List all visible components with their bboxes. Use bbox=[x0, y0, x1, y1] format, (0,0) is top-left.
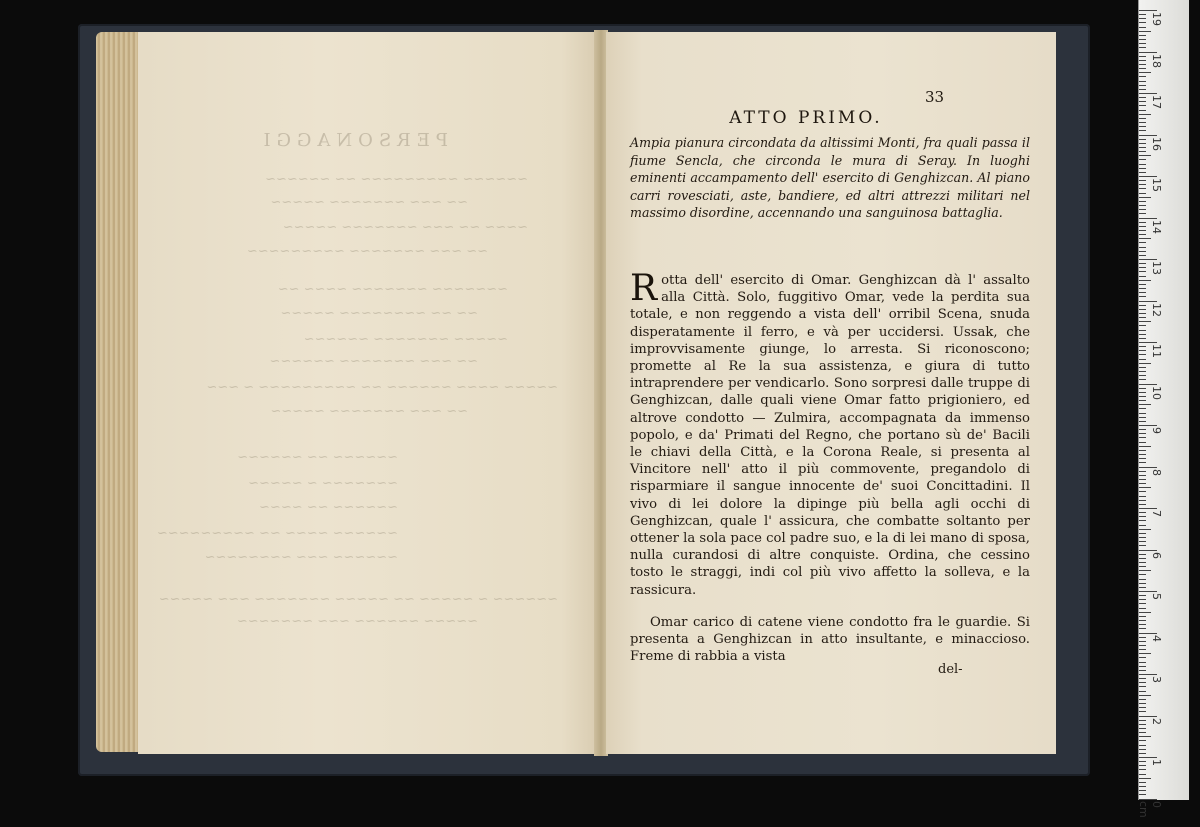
ruler-minor-tick bbox=[1139, 89, 1146, 90]
ruler-label: 15 bbox=[1150, 178, 1163, 192]
ruler-label: 1 bbox=[1150, 759, 1163, 766]
ruler-minor-tick bbox=[1139, 209, 1146, 210]
ruler-minor-tick bbox=[1139, 271, 1146, 272]
ruler-minor-tick bbox=[1139, 43, 1146, 44]
ruler-minor-tick bbox=[1139, 603, 1146, 604]
ruler-label: 11 bbox=[1150, 344, 1163, 358]
drop-cap: R bbox=[630, 268, 658, 309]
ruler-minor-tick bbox=[1139, 583, 1146, 584]
ruler-minor-tick bbox=[1139, 22, 1146, 23]
ruler-label: 4 bbox=[1150, 634, 1163, 642]
ruler-label: 8 bbox=[1150, 468, 1163, 476]
ruler-minor-tick bbox=[1139, 496, 1146, 497]
ruler-minor-tick bbox=[1139, 292, 1146, 293]
ruler-minor-tick bbox=[1139, 599, 1146, 600]
ruler-minor-tick bbox=[1139, 234, 1146, 235]
ruler-minor-tick bbox=[1139, 637, 1146, 638]
ruler-minor-tick bbox=[1139, 620, 1146, 621]
ruler-minor-tick bbox=[1139, 695, 1151, 696]
ruler-minor-tick bbox=[1139, 334, 1146, 335]
ruler-minor-tick bbox=[1139, 471, 1146, 472]
ruler-label: 18 bbox=[1150, 53, 1163, 68]
ruler-minor-tick bbox=[1139, 587, 1146, 588]
ruler-minor-tick bbox=[1139, 226, 1146, 227]
ruler-minor-tick bbox=[1139, 354, 1146, 355]
ruler-minor-tick bbox=[1139, 305, 1146, 306]
ruler-minor-tick bbox=[1139, 541, 1146, 542]
ruler-minor-tick bbox=[1139, 645, 1146, 646]
ruler-minor-tick bbox=[1139, 363, 1151, 364]
ruler-minor-tick bbox=[1139, 529, 1151, 530]
ruler-minor-tick bbox=[1139, 350, 1146, 351]
ruler-major-tick bbox=[1139, 799, 1157, 800]
ruler-minor-tick bbox=[1139, 413, 1146, 414]
ruler-major-tick bbox=[1139, 342, 1157, 343]
ruler-minor-tick bbox=[1139, 545, 1146, 546]
ruler-major-tick bbox=[1139, 52, 1157, 53]
ruler-minor-tick bbox=[1139, 76, 1146, 77]
ruler-label: 17 bbox=[1150, 95, 1163, 109]
ruler-minor-tick bbox=[1139, 81, 1146, 82]
ruler-minor-tick bbox=[1139, 64, 1146, 65]
ruler-minor-tick bbox=[1139, 317, 1146, 318]
ruler-minor-tick bbox=[1139, 711, 1146, 712]
ruler-minor-tick bbox=[1139, 255, 1146, 256]
ruler-minor-tick bbox=[1139, 512, 1146, 513]
ruler-minor-tick bbox=[1139, 97, 1146, 98]
ruler-minor-tick bbox=[1139, 736, 1151, 737]
ruler-major-tick bbox=[1139, 218, 1157, 219]
ruler-minor-tick bbox=[1139, 707, 1146, 708]
ruler-minor-tick bbox=[1139, 247, 1146, 248]
ruler-label: 2 bbox=[1150, 717, 1163, 725]
ruler-minor-tick bbox=[1139, 769, 1146, 770]
ruler-label: 12 bbox=[1150, 302, 1163, 317]
ruler-minor-tick bbox=[1139, 114, 1151, 115]
ruler-minor-tick bbox=[1139, 147, 1146, 148]
ruler-minor-tick bbox=[1139, 35, 1146, 36]
ruler-minor-tick bbox=[1139, 164, 1146, 165]
ruler-major-tick bbox=[1139, 550, 1157, 551]
ruler-minor-tick bbox=[1139, 47, 1146, 48]
ruler-major-tick bbox=[1139, 176, 1157, 177]
ruler-minor-tick bbox=[1139, 110, 1146, 111]
ruler-minor-tick bbox=[1139, 765, 1146, 766]
ruler-minor-tick bbox=[1139, 18, 1146, 19]
ruler-minor-tick bbox=[1139, 491, 1146, 492]
show-through-text: PERSONAGGI ~~~~~~ ~~~~~~~~~ ~~ ~~~~~~ ~~ ~~~ ~~~~~~~ ~~~~~ ~~~~ ~~ ~~~ ~~~~~~~ ~~~~~ ~~ ~~~ ~~~~~~~ ~~~~~~~~~ ~~~~~~~ ~~~~~~~ ~~~~ ~~ ~~ ~~ ~~~~~~~~ ~~~~~ ~~~~~ ~~~~~~~ ~~~~~~ ~~ ~~~ ~~~~~~~ ~~~~~~ ~~~~~ ~~~~ ~~~~~~ ~~ ~~~~~~~~~ ~ ~~~ ~~ ~~~ ~~~~~~~ ~~~~~ ~~~~~~ ~~ ~~~~~~ ~~~~~~~ ~ ~~~~~ ~~~~~~ ~~ ~~~~ ~~~~~~ ~~~~ ~~ ~~~~~~~~~ ~~~~~~ ~~~ ~~~~~~~~ ~~~~~~ ~ ~~~~~ ~~ ~~~~~ ~~~~~~~ ~~~ ~~~~~ ~~~~~ ~~~~~~ ~~~ ~~~~~~~ bbox=[156, 130, 558, 629]
ruler-minor-tick bbox=[1139, 749, 1146, 750]
paragraph-1-text: otta dell' esercito di Omar. Genghizcan dà l' assalto alla Città. Solo, fuggitivo Omar, vede la perdita sua totale, e non reggendo a vista dell' orribil Scena, snuda disperatamente il ferro, e và per uccidersi. Ussak, che improvvisamente giunge, lo arresta. Si riconoscono; promette al Re la sua assistenza, e giura di tutto intraprendere per vendicarlo. Sono sorpresi dalle truppe di Genghizcan, dalle quali viene Omar fatto prigioniero, ed altrove condotto — Zulmira, accompagnata da immenso popolo, e da' Primati del Regno, che portano sù de' Bacili le chiavi della Città, e la Corona Reale, si presenta al Vincitore nell' atto il più commovente, pregandolo di risparmiare il sangue innocente de' suoi Concittadini. Il vivo di lei dolore la dipinge più bella agli occhi di Genghizcan, quale l' assicura, che combatte soltanto per ottener la sola pace col padre suo, e la di lei mano di sposa, nulla curandosi di altre conquiste. Ordina, che cessino tosto le straggi, indi col più vivo affetto la solleva, e la rassicura. bbox=[630, 273, 1030, 598]
ruler-minor-tick bbox=[1139, 122, 1146, 123]
ruler-minor-tick bbox=[1139, 558, 1146, 559]
ruler-minor-tick bbox=[1139, 359, 1146, 360]
ruler-minor-tick bbox=[1139, 276, 1146, 277]
running-head: ATTO PRIMO. bbox=[729, 108, 883, 128]
ruler-minor-tick bbox=[1139, 612, 1151, 613]
ruler-minor-tick bbox=[1139, 487, 1151, 488]
ruler-major-tick bbox=[1139, 259, 1157, 260]
body-paragraph-1 bbox=[630, 268, 1030, 599]
ruler-minor-tick bbox=[1139, 101, 1146, 102]
ruler-minor-tick bbox=[1139, 786, 1146, 787]
ruler-minor-tick bbox=[1139, 483, 1146, 484]
ruler-minor-tick bbox=[1139, 27, 1146, 28]
ruler-minor-tick bbox=[1139, 579, 1146, 580]
ruler-minor-tick bbox=[1139, 280, 1151, 281]
ruler-minor-tick bbox=[1139, 520, 1146, 521]
ruler-minor-tick bbox=[1139, 68, 1146, 69]
ruler-label: 3 bbox=[1150, 676, 1163, 683]
ruler-minor-tick bbox=[1139, 570, 1151, 571]
ruler-minor-tick bbox=[1139, 72, 1151, 73]
ruler-minor-tick bbox=[1139, 238, 1151, 239]
ruler-minor-tick bbox=[1139, 728, 1146, 729]
ruler-minor-tick bbox=[1139, 794, 1146, 795]
ruler-minor-tick bbox=[1139, 417, 1146, 418]
ruler-minor-tick bbox=[1139, 641, 1146, 642]
ruler-minor-tick bbox=[1139, 404, 1151, 405]
ruler-minor-tick bbox=[1139, 703, 1146, 704]
stage-direction: Ampia pianura circondata da altissimi Monti, fra quali passa il fiume Sencla, che circonda le mura di Seray. In luoghi eminenti accampamento dell' esercito di Genghizcan. Al piano carri rovesciati, aste, bandiere, ed altri attrezzi militari nel massimo disordine, accennando una sanguinosa battaglia. bbox=[630, 135, 1030, 221]
ruler-minor-tick bbox=[1139, 296, 1146, 297]
ruler-minor-tick bbox=[1139, 168, 1146, 169]
ruler-minor-tick bbox=[1139, 699, 1146, 700]
ruler-label: 6 bbox=[1150, 551, 1163, 559]
ruler-minor-tick bbox=[1139, 188, 1146, 189]
ruler-label: 9 bbox=[1150, 427, 1163, 434]
ruler-minor-tick bbox=[1139, 205, 1146, 206]
ruler-minor-tick bbox=[1139, 458, 1146, 459]
ruler-minor-tick bbox=[1139, 396, 1146, 397]
ruler-minor-tick bbox=[1139, 782, 1146, 783]
ruler-minor-tick bbox=[1139, 566, 1146, 567]
ruler-minor-tick bbox=[1139, 537, 1146, 538]
ruler-minor-tick bbox=[1139, 151, 1146, 152]
ruler-minor-tick bbox=[1139, 745, 1146, 746]
ruler-minor-tick bbox=[1139, 500, 1146, 501]
ruler-minor-tick bbox=[1139, 201, 1146, 202]
ruler-label: 7 bbox=[1150, 510, 1163, 517]
ruler-minor-tick bbox=[1139, 371, 1146, 372]
ruler-minor-tick bbox=[1139, 649, 1146, 650]
ruler-minor-tick bbox=[1139, 14, 1146, 15]
ruler-minor-tick bbox=[1139, 338, 1146, 339]
ruler-minor-tick bbox=[1139, 562, 1146, 563]
ruler-label: 10 bbox=[1150, 385, 1163, 400]
measuring-ruler bbox=[1137, 0, 1189, 818]
ruler-minor-tick bbox=[1139, 421, 1146, 422]
ruler-minor-tick bbox=[1139, 686, 1146, 687]
ruler-minor-tick bbox=[1139, 143, 1146, 144]
ruler-minor-tick bbox=[1139, 184, 1146, 185]
ruler-minor-tick bbox=[1139, 666, 1146, 667]
ruler-minor-tick bbox=[1139, 624, 1146, 625]
ruler-label: 14 bbox=[1150, 219, 1163, 234]
ruler-minor-tick bbox=[1139, 118, 1146, 119]
ruler-minor-tick bbox=[1139, 740, 1146, 741]
ruler-minor-tick bbox=[1139, 462, 1146, 463]
ruler-minor-tick bbox=[1139, 60, 1146, 61]
ruler-minor-tick bbox=[1139, 516, 1146, 517]
ruler-minor-tick bbox=[1139, 284, 1146, 285]
ruler-minor-tick bbox=[1139, 574, 1146, 575]
ruler-minor-tick bbox=[1139, 454, 1146, 455]
ruler-minor-tick bbox=[1139, 330, 1146, 331]
ruler-minor-tick bbox=[1139, 450, 1146, 451]
ruler-minor-tick bbox=[1139, 230, 1146, 231]
ruler-minor-tick bbox=[1139, 39, 1146, 40]
ruler-minor-tick bbox=[1139, 554, 1146, 555]
ruler-major-tick bbox=[1139, 384, 1157, 385]
ruler-minor-tick bbox=[1139, 608, 1146, 609]
ruler-minor-tick bbox=[1139, 31, 1151, 32]
page-edges bbox=[96, 32, 142, 752]
ruler-major-tick bbox=[1139, 135, 1157, 136]
ruler-minor-tick bbox=[1139, 313, 1146, 314]
ruler-minor-tick bbox=[1139, 678, 1146, 679]
ruler-major-tick bbox=[1139, 633, 1157, 634]
ruler-major-tick bbox=[1139, 716, 1157, 717]
ruler-minor-tick bbox=[1139, 367, 1146, 368]
ruler-minor-tick bbox=[1139, 682, 1146, 683]
ruler-minor-tick bbox=[1139, 433, 1146, 434]
ruler-minor-tick bbox=[1139, 388, 1146, 389]
ruler-minor-tick bbox=[1139, 774, 1146, 775]
ruler-minor-tick bbox=[1139, 251, 1146, 252]
ruler-minor-tick bbox=[1139, 400, 1146, 401]
ruler-major-tick bbox=[1139, 591, 1157, 592]
ruler-minor-tick bbox=[1139, 437, 1146, 438]
ruler-minor-tick bbox=[1139, 761, 1146, 762]
ruler-minor-tick bbox=[1139, 379, 1146, 380]
ruler-major-tick bbox=[1139, 467, 1157, 468]
ruler-minor-tick bbox=[1139, 139, 1146, 140]
ruler-major-tick bbox=[1139, 301, 1157, 302]
ruler-minor-tick bbox=[1139, 662, 1146, 663]
ruler-minor-tick bbox=[1139, 213, 1146, 214]
ruler-minor-tick bbox=[1139, 653, 1151, 654]
ruler-minor-tick bbox=[1139, 105, 1146, 106]
ruler-minor-tick bbox=[1139, 309, 1146, 310]
ruler-minor-tick bbox=[1139, 85, 1146, 86]
ruler-minor-tick bbox=[1139, 778, 1151, 779]
ruler-minor-tick bbox=[1139, 408, 1146, 409]
ruler-minor-tick bbox=[1139, 242, 1146, 243]
ruler-minor-tick bbox=[1139, 375, 1146, 376]
ruler-minor-tick bbox=[1139, 288, 1146, 289]
ruler-minor-tick bbox=[1139, 392, 1146, 393]
ruler-minor-tick bbox=[1139, 446, 1151, 447]
ruler-minor-tick bbox=[1139, 346, 1146, 347]
ruler-minor-tick bbox=[1139, 720, 1146, 721]
ruler-major-tick bbox=[1139, 674, 1157, 675]
ruler-minor-tick bbox=[1139, 525, 1146, 526]
ruler-minor-tick bbox=[1139, 193, 1146, 194]
ruler-major-tick bbox=[1139, 10, 1157, 11]
page-number: 33 bbox=[925, 88, 945, 106]
ruler-minor-tick bbox=[1139, 159, 1146, 160]
ruler-minor-tick bbox=[1139, 790, 1146, 791]
left-page bbox=[138, 32, 598, 754]
ruler-label: 0 cm bbox=[1137, 800, 1163, 818]
ruler-minor-tick bbox=[1139, 56, 1146, 57]
ruler-minor-tick bbox=[1139, 126, 1146, 127]
ruler-minor-tick bbox=[1139, 670, 1146, 671]
ruler-minor-tick bbox=[1139, 130, 1146, 131]
ruler-label: 13 bbox=[1150, 261, 1163, 275]
ruler-minor-tick bbox=[1139, 732, 1146, 733]
ruler-major-tick bbox=[1139, 93, 1157, 94]
ruler-minor-tick bbox=[1139, 172, 1146, 173]
ruler-minor-tick bbox=[1139, 533, 1146, 534]
ruler-minor-tick bbox=[1139, 657, 1146, 658]
ruler-major-tick bbox=[1139, 757, 1157, 758]
body-paragraph-2: Omar carico di catene viene condotto fra le guardie. Si presenta a Genghizcan in atto insultante, e minaccioso. Freme di rabbia a vista bbox=[630, 615, 1030, 665]
ruler-minor-tick bbox=[1139, 475, 1146, 476]
ruler-major-tick bbox=[1139, 425, 1157, 426]
ruler-minor-tick bbox=[1139, 325, 1146, 326]
ruler-minor-tick bbox=[1139, 180, 1146, 181]
ruler-minor-tick bbox=[1139, 321, 1151, 322]
ruler-label: 16 bbox=[1150, 136, 1163, 151]
ruler-minor-tick bbox=[1139, 479, 1146, 480]
ruler-minor-tick bbox=[1139, 429, 1146, 430]
ruler-minor-tick bbox=[1139, 595, 1146, 596]
ruler-label: 19 bbox=[1150, 12, 1163, 26]
ruler-minor-tick bbox=[1139, 724, 1146, 725]
ruler-minor-tick bbox=[1139, 222, 1146, 223]
catchword: del- bbox=[938, 662, 963, 677]
ruler-minor-tick bbox=[1139, 155, 1151, 156]
ruler-minor-tick bbox=[1139, 442, 1146, 443]
ruler-minor-tick bbox=[1139, 628, 1146, 629]
ruler-minor-tick bbox=[1139, 263, 1146, 264]
ruler-minor-tick bbox=[1139, 616, 1146, 617]
ruler-major-tick bbox=[1139, 508, 1157, 509]
ruler-minor-tick bbox=[1139, 691, 1146, 692]
ruler-minor-tick bbox=[1139, 753, 1146, 754]
ruler-minor-tick bbox=[1139, 267, 1146, 268]
ruler-label: 5 bbox=[1150, 593, 1163, 600]
ruler-minor-tick bbox=[1139, 197, 1151, 198]
ruler-minor-tick bbox=[1139, 504, 1146, 505]
